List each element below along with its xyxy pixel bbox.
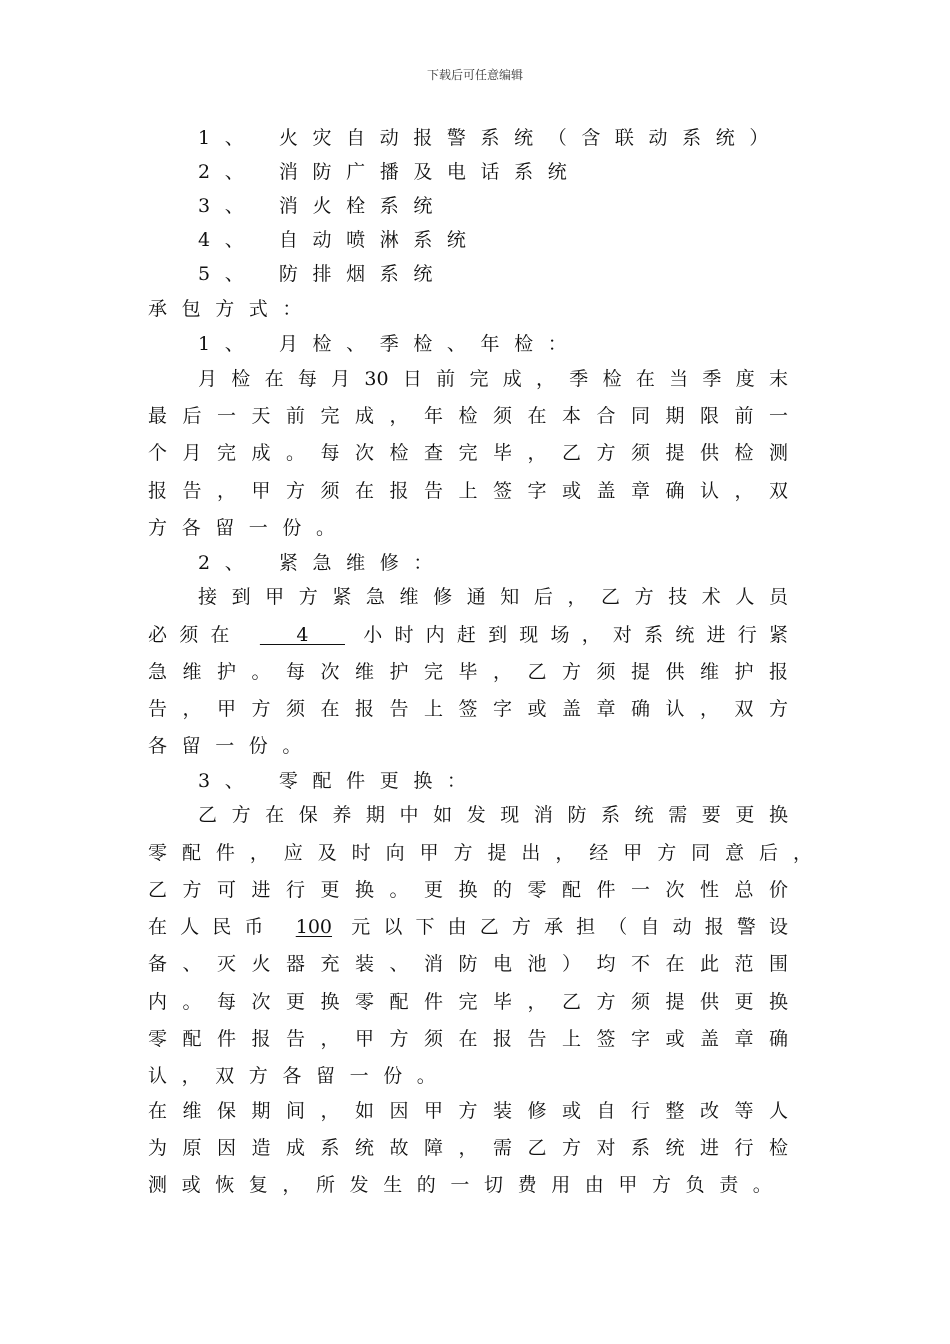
text-segment: 在人民币 xyxy=(148,916,277,938)
paragraph-line: 各留一份。 xyxy=(148,735,317,757)
text-segment: 元以下由乙方承担（自动报警设 xyxy=(351,916,788,938)
paragraph-line: 报告，甲方须在报告上签字或盖章确认，双 xyxy=(148,480,788,502)
paragraph-line: 内。每次更换零配件完毕，乙方须提供更换 xyxy=(148,991,788,1013)
paragraph-line xyxy=(148,620,788,650)
paragraph-line: 急维护。每次维护完毕，乙方须提供维护报 xyxy=(148,661,788,683)
list-item-2: 2、 消防广播及电话系统 xyxy=(198,161,582,183)
text-segment: 小时内赶到现场，对系统进行紧 xyxy=(363,624,788,646)
subheading-inspection: 1、 月检、季检、年检： xyxy=(198,333,582,355)
paragraph-line: 乙方在保养期中如发现消防系统需要更换 xyxy=(198,804,788,826)
paragraph-line: 备、灭火器充装、消防电池）均不在此范围 xyxy=(148,953,788,975)
subheading-emergency-repair: 2、 紧急维修： xyxy=(198,552,447,574)
paragraph-line: 最后一天前完成，年检须在本合同期限前一 xyxy=(148,405,788,427)
paragraph-line: 测或恢复，所发生的一切费用由甲方负责。 xyxy=(148,1174,787,1196)
paragraph-line: 乙方可进行更换。更换的零配件一次性总价 xyxy=(148,879,788,901)
price-limit-value: 100 xyxy=(295,916,333,938)
list-item-5: 5、 防排烟系统 xyxy=(198,263,447,285)
paragraph-line: 告，甲方须在报告上签字或盖章确认，双方 xyxy=(148,698,788,720)
paragraph-line: 在维保期间，如因甲方装修或自行整改等人 xyxy=(148,1100,788,1122)
paragraph-line: 方各留一份。 xyxy=(148,517,350,539)
paragraph-line: 认，双方各留一份。 xyxy=(148,1065,451,1087)
paragraph-line: 月检在每月30日前完成，季检在当季度末 xyxy=(198,368,788,390)
paragraph-line: 个月完成。每次检查完毕，乙方须提供检测 xyxy=(148,442,788,464)
list-item-1: 1、 火灾自动报警系统（含联动系统） xyxy=(198,127,783,149)
section-heading-contract-method: 承包方式： xyxy=(148,298,317,320)
subheading-parts-replacement: 3、 零配件更换： xyxy=(198,770,481,792)
paragraph-line: 为原因造成系统故障，需乙方对系统进行检 xyxy=(148,1137,788,1159)
paragraph-line: 接到甲方紧急维修通知后，乙方技术人员 xyxy=(198,586,788,608)
paragraph-line: 零配件，应及时向甲方提出，经甲方同意后， xyxy=(148,842,812,864)
paragraph-line xyxy=(148,912,788,942)
text-segment: 必须在 xyxy=(148,624,242,646)
paragraph-line: 零配件报告，甲方须在报告上签字或盖章确 xyxy=(148,1028,788,1050)
list-item-4: 4、 自动喷淋系统 xyxy=(198,229,481,251)
list-item-3: 3、 消火栓系统 xyxy=(198,195,447,217)
page-header: 下载后可任意编辑 xyxy=(426,68,523,82)
response-hours-value: 4 xyxy=(259,624,345,646)
